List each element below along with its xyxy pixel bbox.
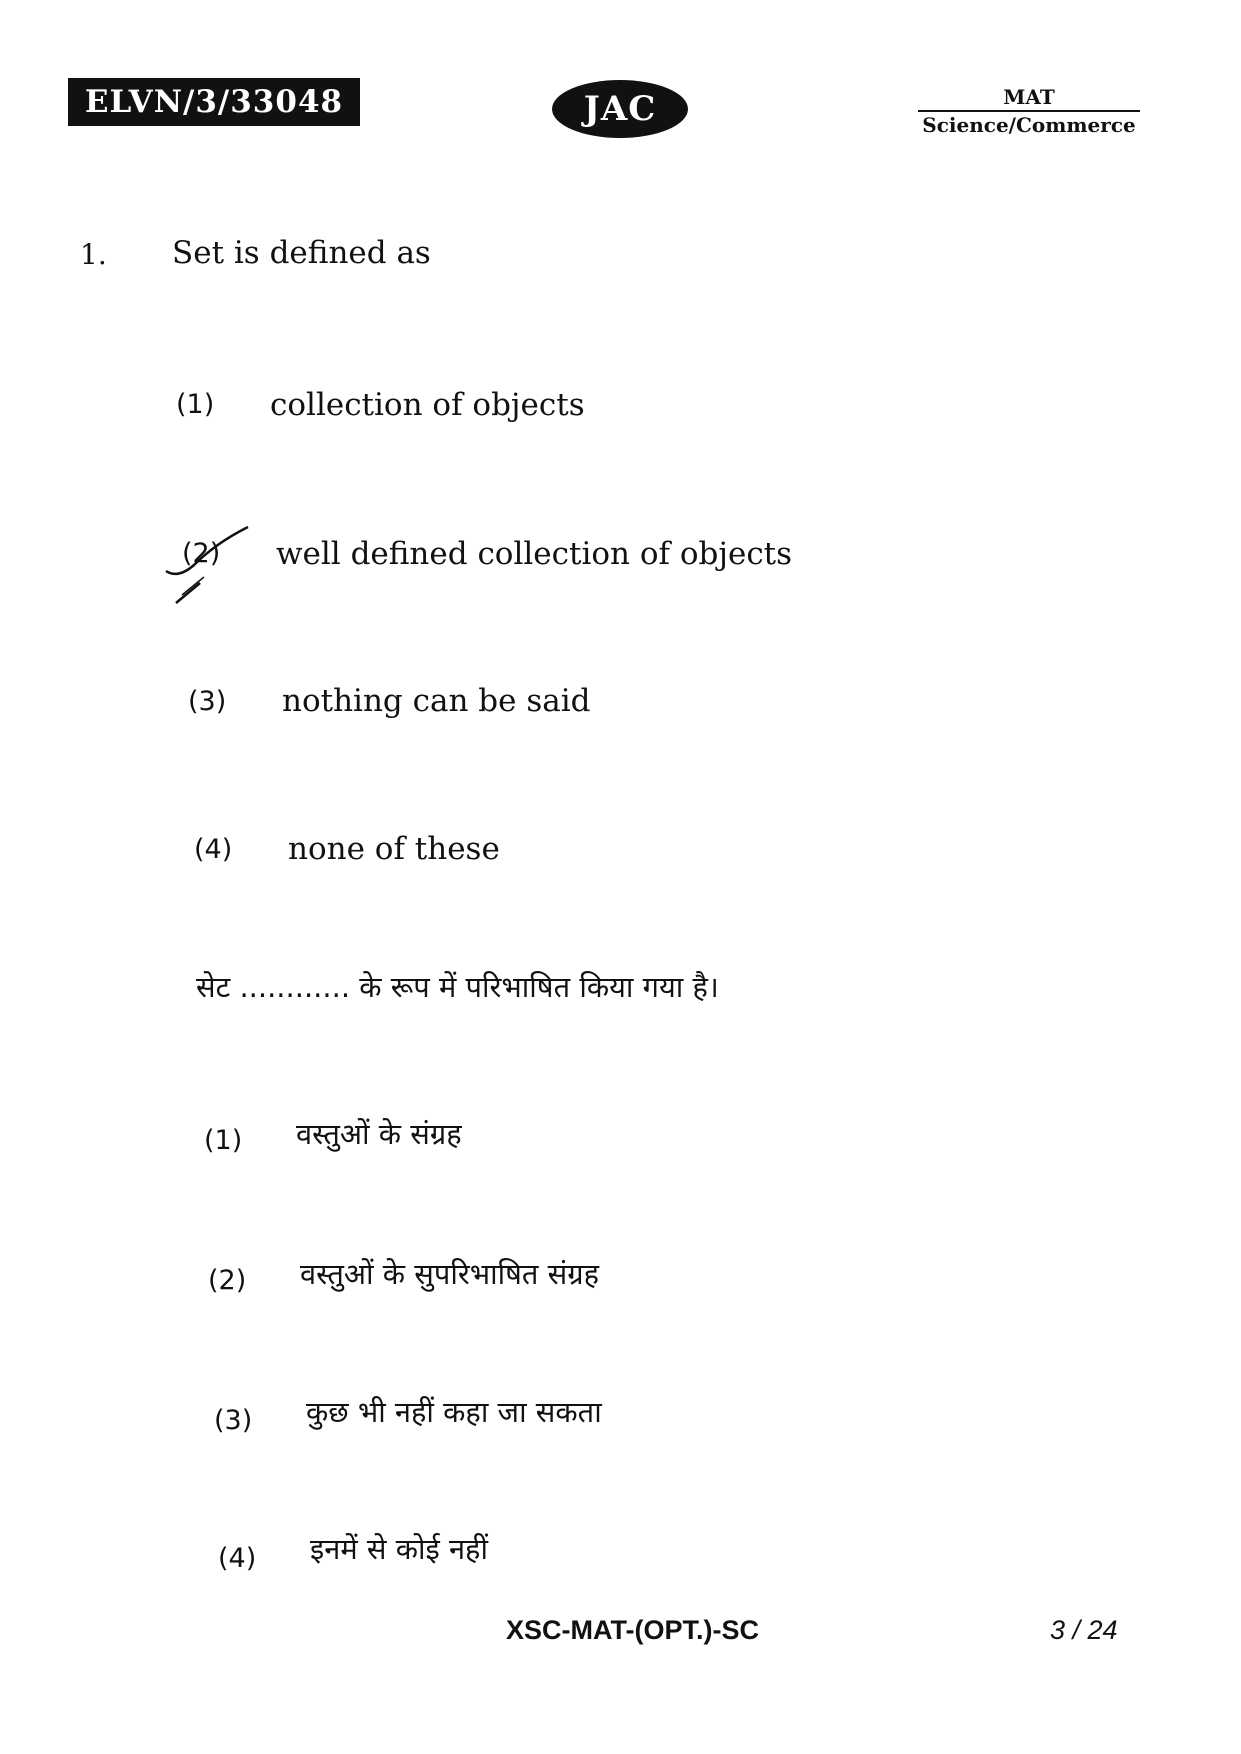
option-text-hi-1: वस्तुओं के संग्रह: [296, 1117, 462, 1151]
option-text-en-1: collection of objects: [270, 387, 585, 423]
option-number-en-4: (4): [194, 834, 233, 865]
jac-logo: JAC: [552, 80, 688, 138]
option-number-hi-1: (1): [204, 1125, 243, 1156]
subject-name: MAT: [918, 86, 1140, 112]
option-number-hi-4: (4): [218, 1543, 257, 1574]
subject-block: [918, 86, 1140, 138]
subject-stream: Science/Commerce: [922, 113, 1136, 137]
option-number-hi-2: (2): [208, 1265, 247, 1296]
footer-paper-code: XSC-MAT-(OPT.)-SC: [506, 1615, 759, 1645]
answer-tick-mark: [164, 525, 254, 607]
paper-code-box: ELVN/3/33048: [68, 78, 360, 126]
option-text-en-2: well defined collection of objects: [276, 536, 793, 572]
option-number-hi-3: (3): [214, 1405, 253, 1436]
question-text-hi: सेट ............ के रूप में परिभाषित किया गया है।: [196, 970, 719, 1004]
question-text-en: Set is defined as: [172, 235, 431, 271]
page-number: 3 / 24: [1050, 1615, 1118, 1645]
option-text-en-3: nothing can be said: [282, 683, 591, 719]
option-number-en-2: (2): [182, 538, 221, 569]
option-text-hi-2: वस्तुओं के सुपरिभाषित संग्रह: [300, 1257, 600, 1291]
option-number-en-3: (3): [188, 686, 227, 717]
option-text-hi-3: कुछ भी नहीं कहा जा सकता: [306, 1395, 602, 1429]
option-number-en-1: (1): [176, 389, 215, 420]
option-text-hi-4: इनमें से कोई नहीं: [310, 1532, 488, 1566]
option-text-en-4: none of these: [288, 831, 500, 867]
question-number: 1.: [80, 238, 107, 271]
